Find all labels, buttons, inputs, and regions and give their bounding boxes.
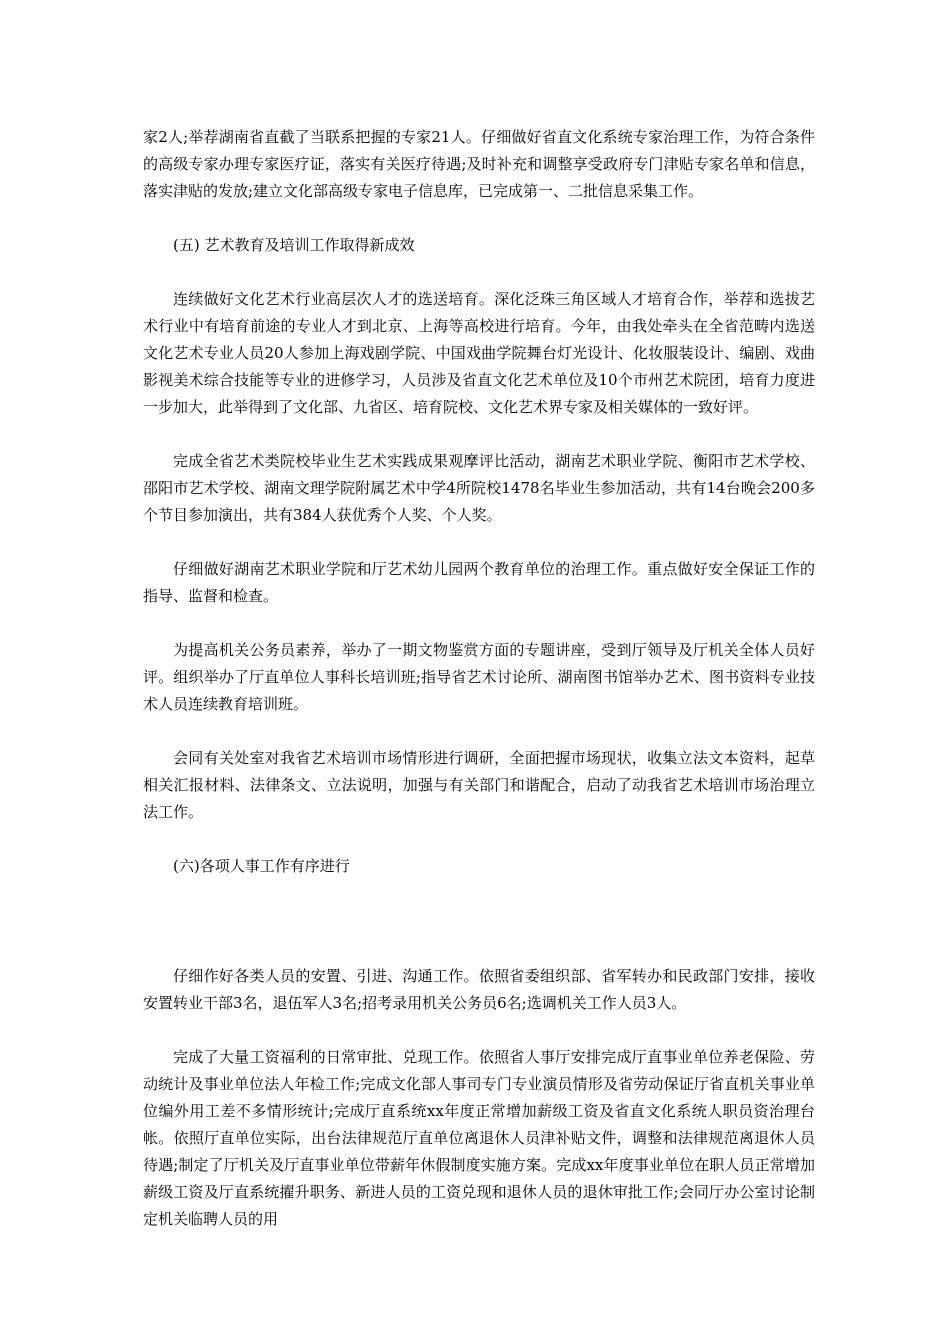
paragraph-talent-training: 连续做好文化艺术行业高层次人才的选送培育。深化泛珠三角区域人才培育合作，举荐和选拔艺术行业中有培育前途的专业人才到北京、上海等高校进行培育。今年，由我处牵头在全省范畴内选送文化艺术专业人员20人参加上海戏剧学院、中国戏曲学院舞台灯光设计、化妆服装设计、编剧、戏曲影视美术综合技能等专业的进修学习，人员涉及省直文化艺术单位及10个市州艺术院团，培育力度进一步加大，此举得到了文化部、九省区、培育院校、文化艺术界专家及相关媒体的一致好评。: [143, 290, 815, 416]
paragraph-expert-management: 家2人;举荐湖南省直截了当联系把握的专家21人。仔细做好省直文化系统专家治理工作，为符合条件的高级专家办理专家医疗证，落实有关医疗待遇;及时补充和调整享受政府专门津贴专家名单和信息，落实津贴的发放;建立文化部高级专家电子信息库，已完成第一、二批信息采集工作。: [143, 128, 815, 200]
section-heading-personnel-work: (六)各项人事工作有序进行: [173, 857, 350, 875]
section-heading-art-education: (五) 艺术教育及培训工作取得新成效: [173, 236, 415, 254]
paragraph-graduate-evaluation: 完成全省艺术类院校毕业生艺术实践成果观摩评比活动，湖南艺术职业学院、衡阳市艺术学校、邵阳市艺术学校、湖南文理学院附属艺术中学4所院校1478名毕业生参加活动，共有14台晚会200多个节目参加演出，共有384人获优秀个人奖、个人奖。: [143, 452, 815, 524]
paragraph-market-legislation: 会同有关处室对我省艺术培训市场情形进行调研，全面把握市场现状，收集立法文本资料，起草相关汇报材料、法律条文、立法说明，加强与有关部门和谐配合，启动了动我省艺术培训市场治理立法工作。: [143, 749, 815, 821]
paragraph-education-units: 仔细做好湖南艺术职业学院和厅艺术幼儿园两个教育单位的治理工作。重点做好安全保证工作的指导、监督和检查。: [143, 560, 815, 605]
paragraph-personnel-placement: 仔细作好各类人员的安置、引进、沟通工作。依照省委组织部、省军转办和民政部门安排，接收安置转业干部3名，退伍军人3名;招考录用机关公务员6名;选调机关工作人员3人。: [143, 967, 815, 1012]
paragraph-civil-servant-training: 为提高机关公务员素养，举办了一期文物鉴赏方面的专题讲座，受到厅领导及厅机关全体人员好评。组织举办了厅直单位人事科长培训班;指导省艺术讨论所、湖南图书馆举办艺术、图书资料专业技术人员连续教育培训班。: [143, 641, 815, 713]
paragraph-salary-welfare: 完成了大量工资福利的日常审批、兑现工作。依照省人事厅安排完成厅直事业单位养老保险、劳动统计及事业单位法人年检工作;完成文化部人事司专门专业演员情形及省劳动保证厅省直机关事业单位编外用工差不多情形统计;完成厅直系统xx年度正常增加薪级工资及省直文化系统人职员资治理台帐。依照厅直单位实际，出台法律规范厅直单位离退休人员津补贴文件，调整和法律规范离退休人员待遇;制定了厅机关及厅直事业单位带薪年休假制度实施方案。完成xx年度事业单位在职人员正常增加薪级工资及厅直系统擢升职务、新进人员的工资兑现和退休人员的退休审批工作;会同厅办公室讨论制定机关临聘人员的用: [143, 1048, 815, 1228]
document-body: [143, 124, 815, 1260]
page-spacer: [143, 907, 815, 963]
